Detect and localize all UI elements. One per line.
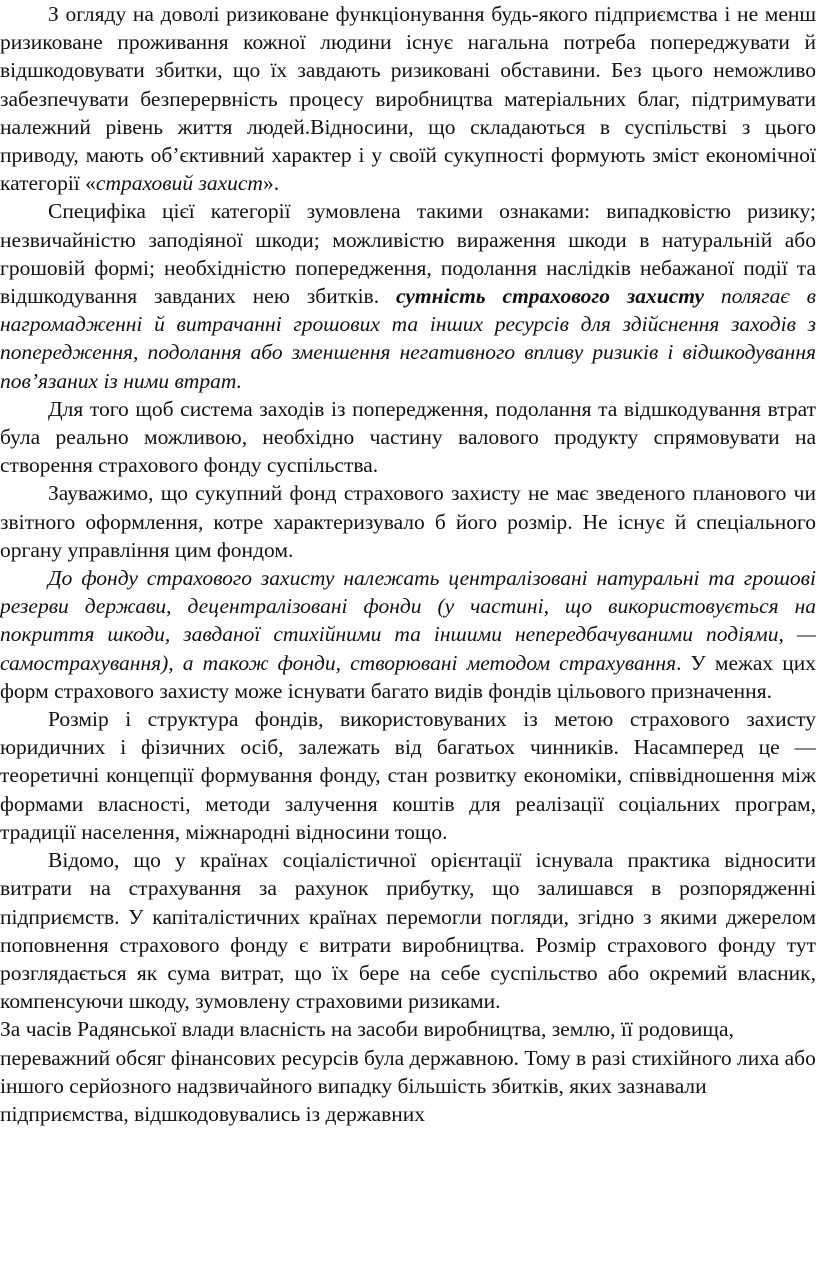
p2-text-1: Специфіка цієї категорії зумовлена такими ознаками: випадковістю ризику; незвичайністю заподіяної шкоди; можливістю вираження шкоди в натуральній або грошовій формі; необхідністю попередження, подолання наслідків небажаної події та відшкодування завданих нею збитків. bbox=[0, 199, 816, 309]
p1-term-strakhovyi-zakhyst: страховий захист bbox=[95, 171, 263, 196]
paragraph-8 bbox=[0, 1015, 816, 1128]
p5-definition: До фонду страхового захисту належать централізовані натуральні та грошові резерви держави, децентралізовані фонди (у частині, що використовується на покриття шкоди, завданої стихійними та іншими непередбачуваними подіями, — самострахування), а також фонди, створювані методом страхування bbox=[0, 566, 816, 675]
p8-text: За часів Радянської влади власність на засоби виробництва, землю, її родовища, переважний обсяг фінансових ресурсів була державною. Тому в разі стихійного лиха або іншого серйозного надзвичайного випадку більшість збитків, яких зазнавали підприємства, відшкодовувались із державних bbox=[0, 1017, 816, 1126]
p2-definition: полягає в нагромадженні й витрачанні грошових та інших ресурсів для здійснення заходів з попередження, подолання або зменшення негативного впливу ризиків і відшкодування пов’язаних із ними втрат. bbox=[0, 284, 816, 393]
p1-text-1: З огляду на доволі ризиковане функціонування будь-якого підприємства і не менш ризиковане проживання кожної людини існує нагальна потреба попереджувати й відшкодовувати збитки, що їх завдають ризиковані обставини. Без цього неможливо забезпечувати безперервність процесу виробництва матеріальних благ, підтримувати належний рівень життя людей.Відносини, що складаються в суспільстві з цього приводу, мають об’єктивний характер і у своїй сукупності формують зміст економічної категорії « bbox=[0, 2, 816, 196]
paragraph-7 bbox=[0, 846, 816, 1015]
paragraph-2 bbox=[0, 197, 816, 394]
p7-text: Відомо, що у країнах соціалістичної орієнтації існувала практика відносити витрати на страхування за рахунок прибутку, що залишався в розпорядженні підприємств. У капіталістичних країнах перемогли погляди, згідно з якими джерелом поповнення страхового фонду є витрати виробництва. Розмір страхового фонду тут розглядається як сума витрат, що їх бере на себе суспільство або окремий власник, компенсуючи шкоду, зумовлену страховими ризиками. bbox=[0, 848, 816, 1014]
p6-text: Розмір і структура фондів, використовуваних із метою страхового захисту юридичних і фізичних осіб, залежать від багатьох чинників. Насамперед це — теоретичні концепції формування фонду, стан розвитку економіки, співвідношення між формами власності, методи залучення коштів для реалізації соціальних програм, традиції населення, міжнародні відносини тощо. bbox=[0, 707, 816, 844]
p4-text: Зауважимо, що сукупний фонд страхового захисту не має зведеного планового чи звітного оформлення, котре характеризувало б його розмір. Не існує й спеціального органу управління цим фондом. bbox=[0, 481, 816, 562]
paragraph-3 bbox=[0, 395, 816, 480]
p5-text: . У межах цих форм страхового захисту може існувати багато видів фондів цільового призначення. bbox=[0, 650, 816, 703]
paragraph-4 bbox=[0, 479, 816, 564]
paragraph-6 bbox=[0, 705, 816, 846]
p3-text: Для того щоб система заходів із попередження, подолання та відшкодування втрат була реально можливою, необхідно частину валового продукту спрямовувати на створення страхового фонду суспільства. bbox=[0, 396, 816, 478]
paragraph-5 bbox=[0, 564, 816, 705]
p2-term-sutnist: сутність страхового захисту bbox=[395, 284, 705, 309]
p1-text-2: ». bbox=[262, 171, 280, 196]
paragraph-1 bbox=[0, 0, 816, 197]
